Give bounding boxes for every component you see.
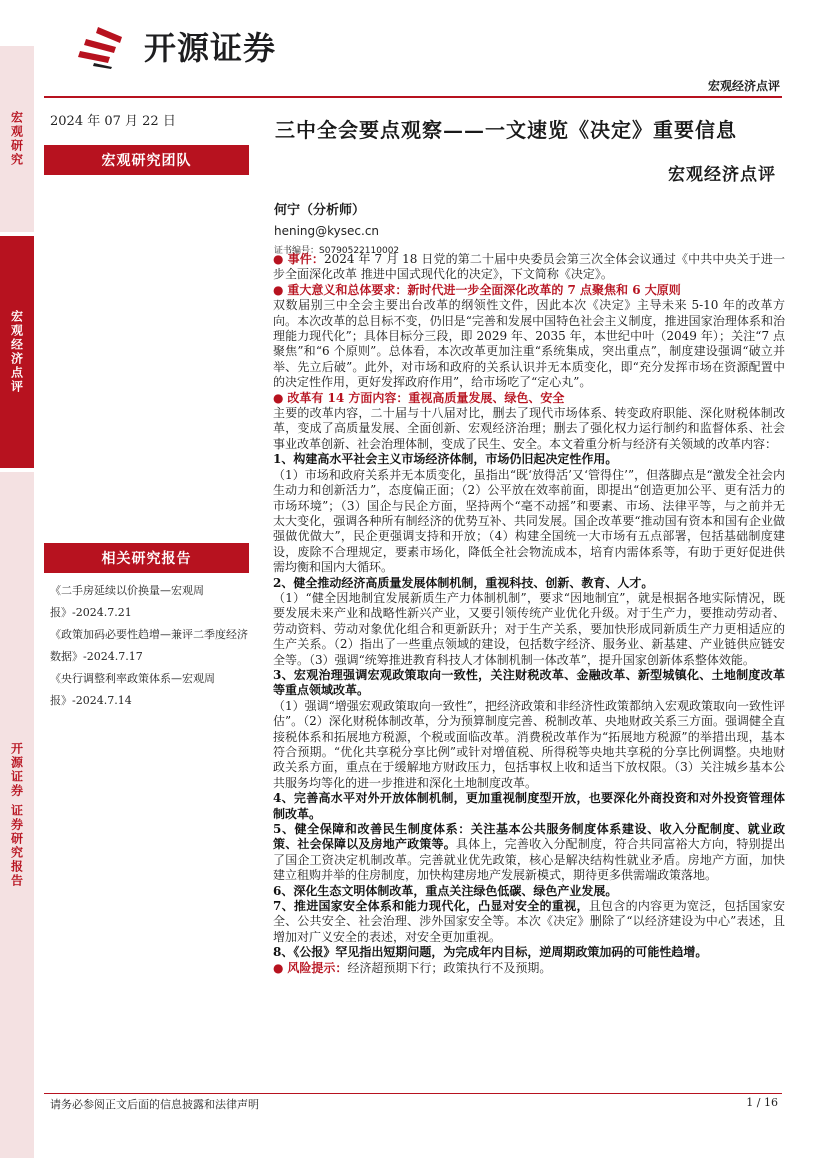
item1-heading: 1、构建高水平社会主义市场经济体制，市场仍旧起决定性作用。 [273, 452, 618, 467]
logo-text: 开源证券 [144, 29, 277, 67]
side-tab-research-report: 开源证券 证券研究报告 [0, 472, 34, 1158]
side-tab-macro-research: 宏观研究 [0, 46, 34, 232]
page-number: 1 / 16 [746, 1096, 778, 1109]
report-date: 2024 年 07 月 22 日 [50, 114, 176, 129]
item2-heading: 2、健全推动经济高质量发展体制机制，重视科技、创新、教育、人才。 [273, 575, 654, 590]
side-tab-macro-review: 宏观经济点评 [0, 236, 34, 468]
related-reports-list [50, 580, 255, 712]
footer-divider [44, 1093, 782, 1094]
bullet-icon: ● [273, 960, 284, 975]
item6-heading: 6、深化生态文明体制改革，重点关注绿色低碳、绿色产业发展。 [273, 883, 618, 898]
section2-heading: ● 改革有 14 方面内容：重视高质量发展、绿色、安全 [273, 390, 565, 405]
related-report-item[interactable]: 《二手房延续以价换量—宏观周报》-2024.7.21 [50, 584, 204, 619]
report-title: 三中全会要点观察——一文速览《决定》重要信息 [275, 118, 737, 142]
event-paragraph [273, 252, 785, 283]
item1-text: （1）市场和政府关系并无本质变化，虽指出“既‘放得活’又‘管得住’”，但落脚点是“激发全社会内生动力和创新活力”，态度偏正面；（2）公平放在效率前面，即提出“创造更加公平、更有活力的市场环境”；（3）国企与民企方面，坚持两个“毫不动摇”和要素、市场、法律平等，与之前并无太大变化，强调各种所有制经济的优势互补、共同发展。国企改革要“推动国有资本和国有企业做强做优做大”，民企更强调支持和开放；（4）构建全国统一大市场有五点部署，包括基础制度建设，废除不合理规定，要素市场化，降低全社会物流成本，培育内需体系等，有助于更好促进供需均衡和国内大循环。 [273, 467, 785, 575]
related-reports-label: 相关研究报告 [44, 543, 249, 573]
item2-text: （1）“健全因地制宜发展新质生产力体制机制”，要求“因地制宜”，就是根据各地实际情况，既要发展未来产业和战略性新兴产业，又要引领传统产业优化升级。对于生产力，要推动劳动者、劳动资料、劳动对象优化组合和更新跃升；对于生产关系，要加快形成同新质生产力更相适应的生产关系。（2）指出了一些重点领域的建设，包括数字经济、服务业、新基建、产业链供应链安全等。（3）强调“统筹推进教育科技人才体制机制一体改革”，提升国家创新体系整体效能。 [273, 590, 785, 667]
report-subtitle: 宏观经济点评 [668, 165, 776, 185]
event-text: 2024 年 7 月 18 日党的第二十届中央委员会第三次全体会议通过《中共中央关于进一步全面深化改革 推进中国式现代化的决定》，下文简称《决定》。 [273, 252, 785, 282]
analyst-block [274, 199, 399, 256]
item5-paragraph: 5、健全保障和改善民生制度体系：关注基本公共服务制度体系建设、收入分配制度、就业政策、社会保障以及房地产政策等。具体上，完善收入分配制度，符合共同富裕大方向，特别提出了国企工资决定机制改革。完善就业优先政策，核心是解决结构性就业矛盾。房地产方面，加快建立租购并举的住房制度，加快构建房地产发展新模式，期待更多供需端政策落地。 [273, 822, 785, 883]
risk-paragraph: ● 风险提示：经济超预期下行；政策执行不及预期。 [273, 960, 552, 975]
item7-paragraph: 7、推进国家安全体系和能力现代化，凸显对安全的重视，且包含的内容更为宽泛，包括国家安全、公共安全、社会治理、涉外国家安全等。本次《决定》删除了“以经济建设为中心”表述，且增加对广义安全的表述，对安全更加重视。 [273, 899, 785, 944]
item3-text: （1）强调“增强宏观政策取向一致性”，把经济政策和非经济性政策都纳入宏观政策取向一致性评估”。（2）深化财税体制改革，分为预算制度完善、税制改革、央地财政关系三方面。强调健全直接税体系和拓展地方税源，个税或面临改革。消费税改革作为“拓展地方税源”的举措出现，基本符合预期。“优化共享税分享比例”或针对增值税、所得税等央地共享税的分享比例调整。央地财政关系方面，重点在于缓解地方财政压力，包括事权上收和适当下放权限。（3）关注城乡基本公共服务均等化的进一步推进和深化土地制度改革。 [273, 698, 785, 790]
related-report-item[interactable]: 《政策加码必要性趋增—兼评二季度经济数据》-2024.7.17 [50, 628, 248, 663]
section2-text: 主要的改革内容，二十届与十八届对比，删去了现代市场体系、转变政府职能、深化财税体制改革，变成了高质量发展、全面创新、宏观经济治理；删去了强化权力运行制约和监督体系、社会事业改革创新、社会治理体制，变成了民生、安全。本文着重分析与经济有关领域的改革内容： [273, 406, 785, 451]
bullet-icon: ● [273, 282, 284, 297]
company-logo [76, 22, 276, 70]
item3-heading: 3、宏观治理强调宏观政策取向一致性，关注财税改革、金融改革、新型城镇化、土地制度改革等重点领域改革。 [273, 667, 785, 698]
logo-mark-icon [76, 23, 134, 69]
analyst-cert: 证书编号：S0790522110002 [274, 246, 400, 256]
event-label: 事件： [287, 252, 324, 266]
related-report-item[interactable]: 《央行调整利率政策体系—宏观周报》-2024.7.14 [50, 672, 215, 707]
report-body [273, 252, 785, 976]
section1-heading: ● 重大意义和总体要求：新时代进一步全面深化改革的 7 点聚焦和 6 大原则 [273, 282, 681, 297]
analyst-name: 何宁（分析师） [274, 203, 366, 218]
bullet-icon: ● [273, 390, 284, 405]
header-divider [44, 96, 782, 98]
section1-text: 双数届别三中全会主要出台改革的纲领性文件，因此本次《决定》主导未来 5-10 年的改革方向。本次改革的总目标不变，仍旧是“完善和发展中国特色社会主义制度，推进国家治理体系和治理能力现代化”；具体目标分三段，即 2029 年、2035 年，本世纪中叶（2049 年）；关注“7 点聚焦”和“6 个原则”。总体看，本次改革更加注重“系统集成，突出重点”，制度建设强调“破立并举、先立后破”。此外，对市场和政府的关系认识并无本质变化，即“充分发挥市场在资源配置中的决定性作用，更好发挥政府作用”，给市场吃了“定心丸”。 [273, 298, 785, 390]
analyst-email[interactable]: hening@kysec.cn [274, 224, 380, 238]
item8-heading: 8、《公报》罕见指出短期问题，为完成年内目标，逆周期政策加码的可能性趋增。 [273, 945, 708, 960]
report-type-tag: 宏观经济点评 [707, 79, 780, 93]
bullet-icon: ● [273, 252, 284, 266]
footer-disclaimer: 请务必参阅正文后面的信息披露和法律声明 [50, 1098, 259, 1111]
item4-heading: 4、完善高水平对外开放体制机制，更加重视制度型开放，也要深化外商投资和对外投资管理体制改革。 [273, 791, 785, 821]
research-team-label: 宏观研究团队 [44, 145, 249, 175]
